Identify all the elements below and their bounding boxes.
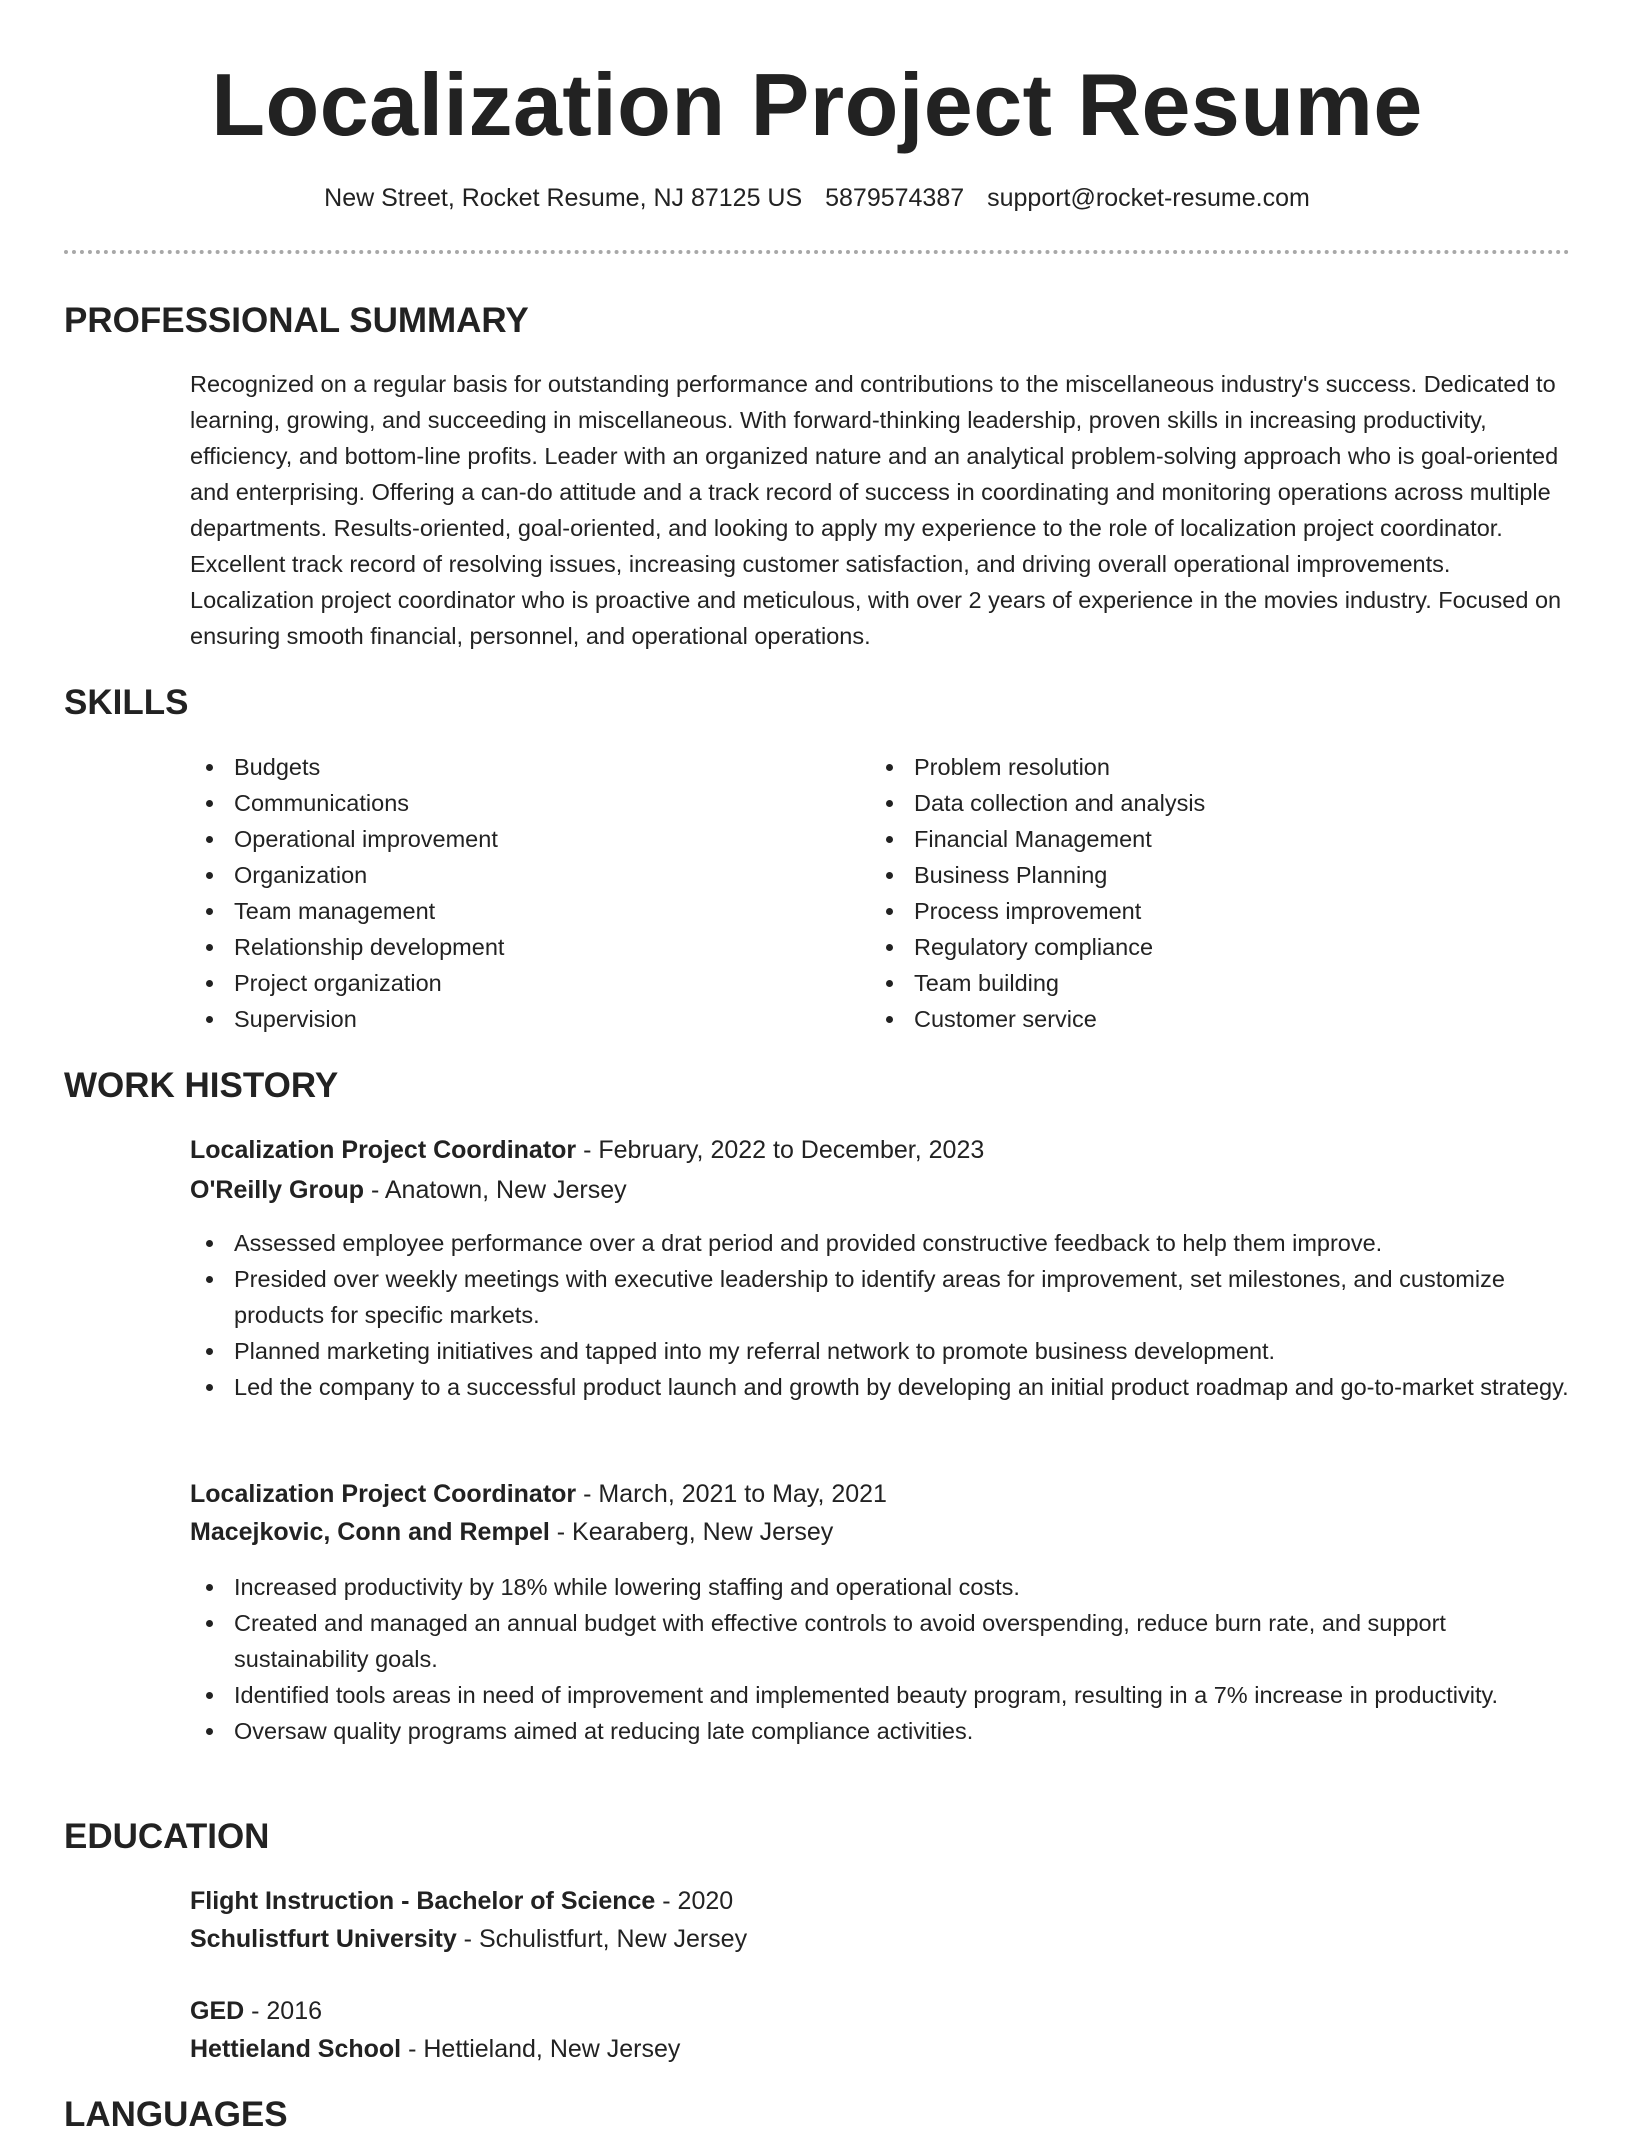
job-bullet: Increased productivity by 18% while lowering staffing and operational costs. [190,1569,1570,1605]
job-company: O'Reilly Group [190,1176,365,1204]
job-bullet: Presided over weekly meetings with executive leadership to identify areas for improvement, set milestones, and customize products for specific markets. [190,1261,1570,1333]
skill-item: Supervision [190,1001,504,1037]
skills-heading: SKILLS [64,683,189,722]
education-location: - Schulistfurt, New Jersey [456,1925,748,1953]
skill-item: Financial Management [870,821,1205,857]
summary-heading: PROFESSIONAL SUMMARY [64,301,529,340]
job-bullet: Identified tools areas in need of improvement and implemented beauty program, resulting in a 7% increase in productivity. [190,1677,1570,1713]
skill-item: Organization [190,857,504,893]
contact-address: New Street, Rocket Resume, NJ 87125 US [324,184,803,212]
skill-item: Customer service [870,1001,1205,1037]
job-bullets [190,1569,1570,1749]
job-bullet: Planned marketing initiatives and tapped into my referral network to promote business development. [190,1333,1570,1369]
education-degree: GED [190,1997,245,2025]
job-title: Localization Project Coordinator [190,1136,577,1164]
education-school-line [190,1920,747,1958]
education-school: Hettieland School [190,2035,402,2063]
skill-item: Regulatory compliance [870,929,1205,965]
skill-item: Problem resolution [870,749,1205,785]
job-dates: - March, 2021 to May, 2021 [576,1480,887,1508]
summary-text: Recognized on a regular basis for outstanding performance and contributions to the miscellaneous industry's success. Dedicated to learning, growing, and succeeding in miscellaneous. With forward-thinking leadership, proven skills in increasing productivity, efficiency, and bottom-line profits. Leader with an organized nature and an analytical problem-solving approach who is goal-oriented and enterprising. Offering a can-do attitude and a track record of success in coordinating and monitoring operations across multiple departments. Results-oriented, goal-oriented, and looking to apply my experience to the role of localization project coordinator. Excellent track record of resolving issues, increasing customer satisfaction, and driving overall operational improvements. Localization project coordinator who is proactive and meticulous, with over 2 years of experience in the movies industry. Focused on ensuring smooth financial, personnel, and operational operations. [190,371,1562,649]
skill-item: Relationship development [190,929,504,965]
job-dates: - February, 2022 to December, 2023 [576,1136,985,1164]
contact-line [64,180,1570,216]
education-heading: EDUCATION [64,1817,270,1856]
skill-item: Data collection and analysis [870,785,1205,821]
skill-item: Operational improvement [190,821,504,857]
contact-email: support@rocket-resume.com [987,184,1310,212]
skills-column-1 [190,749,504,1037]
job-bullet: Assessed employee performance over a drat period and provided constructive feedback to help them improve. [190,1225,1570,1261]
work-heading: WORK HISTORY [64,1066,339,1105]
education-school-line [190,2030,680,2068]
education-year: - 2016 [244,1997,323,2025]
education-degree-line [190,1992,322,2030]
languages-heading: LANGUAGES [64,2095,288,2134]
job-location: - Anatown, New Jersey [364,1176,627,1204]
job-bullets [190,1225,1570,1405]
skill-item: Team building [870,965,1205,1001]
education-degree-line [190,1882,733,1920]
skill-item: Communications [190,785,504,821]
job-bullet: Created and managed an annual budget with effective controls to avoid overspending, reduce burn rate, and support sustainability goals. [190,1605,1570,1677]
resume-title: Localization Project Resume [211,55,1423,154]
header-divider [64,250,1570,254]
contact-phone: 5879574387 [825,184,965,212]
skill-item: Process improvement [870,893,1205,929]
skills-column-2 [870,749,1205,1037]
job-title-line [190,1131,984,1169]
skill-item: Business Planning [870,857,1205,893]
skill-item: Budgets [190,749,504,785]
skill-item: Team management [190,893,504,929]
job-company-line [190,1171,627,1209]
resume-page [64,0,1570,2134]
job-company: Macejkovic, Conn and Rempel [190,1518,550,1546]
education-location: - Hettieland, New Jersey [401,2035,681,2063]
job-title-line [190,1475,887,1513]
job-title: Localization Project Coordinator [190,1480,577,1508]
education-degree: Flight Instruction - Bachelor of Science [190,1887,656,1915]
job-bullet: Oversaw quality programs aimed at reducing late compliance activities. [190,1713,1570,1749]
job-bullet: Led the company to a successful product launch and growth by developing an initial product roadmap and go-to-market strategy. [190,1369,1570,1405]
skill-item: Project organization [190,965,504,1001]
education-year: - 2020 [655,1887,734,1915]
job-company-line [190,1513,833,1551]
education-school: Schulistfurt University [190,1925,457,1953]
job-location: - Kearaberg, New Jersey [549,1518,834,1546]
